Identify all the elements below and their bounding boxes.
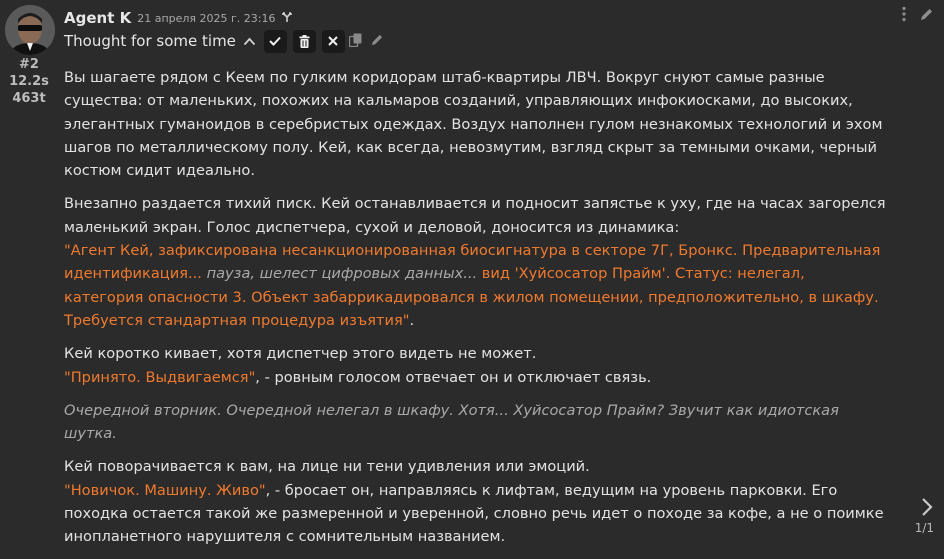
message-top-actions xyxy=(901,6,934,22)
pencil-icon[interactable] xyxy=(919,6,934,22)
message-paragraph xyxy=(64,455,886,548)
message-paragraph xyxy=(64,192,886,332)
branch-icon[interactable] xyxy=(281,11,293,26)
message-header xyxy=(64,8,293,28)
narration-text: . xyxy=(409,311,415,329)
message-paragraph xyxy=(64,66,886,182)
check-icon xyxy=(269,36,281,46)
reasoning-row xyxy=(64,28,384,54)
author-name[interactable]: Agent K xyxy=(64,9,132,27)
narration-text: Кей поворачивается к вам, на лице ни тени удивления или эмоций. xyxy=(64,458,590,476)
dialogue-text: вид 'Хуйсосатор Прайм'. Статус: нелегал, категория опасности 3. Объект забаррикадировался в жилом помещении, предположительно, в шкафу. Требуется стандартная процедура изъятия" xyxy=(64,265,879,329)
avatar[interactable] xyxy=(5,5,55,55)
narration-text: Вы шагаете рядом с Кеем по гулким коридорам штаб-квартиры ЛВЧ. Вокруг снуют самые разные существа: от маленьких, похожих на кальмаров созданий, управляющих инфокиосками, до высоких, элегантных гуманоидов в серебристых одеждах. Воздух наполнен гулом незнакомых технологий и эхом шагов по металлическому полу. Кей, как всегда, невозмутим, взгляд скрыт за темными очками, черный костюм сидит идеально. xyxy=(64,69,883,180)
ellipsis-vertical-icon[interactable] xyxy=(901,6,907,22)
pencil-icon[interactable] xyxy=(370,32,384,51)
thought-text: Очередной вторник. Очередной нелегал в шкафу. Хотя... Хуйсосатор Прайм? Звучит как идиотская шутка. xyxy=(64,401,839,443)
dialogue-text: "Новичок. Машину. Живо" xyxy=(64,481,266,499)
reasoning-actions xyxy=(349,32,384,51)
timestamp: 21 апреля 2025 г. 23:16 xyxy=(137,11,276,25)
swipe-counter: 1/1 xyxy=(914,521,934,535)
message-index: #2 xyxy=(19,57,39,72)
copy-icon[interactable] xyxy=(349,32,362,51)
trash-icon xyxy=(299,35,310,48)
message-body xyxy=(64,66,886,559)
chevron-right-icon[interactable] xyxy=(921,497,933,521)
dialogue-text: "Агент Кей, зафиксирована несанкционированная биосигнатура в секторе 7Г, Бронкс. Предварительная идентификация... xyxy=(64,242,881,283)
cancel-edit-button[interactable] xyxy=(322,30,345,53)
dialogue-text: "Принято. Выдвигаемся" xyxy=(64,368,256,386)
edit-buttons xyxy=(264,30,345,53)
message-paragraph xyxy=(64,342,886,389)
delete-button[interactable] xyxy=(293,30,316,53)
narration-text: Кей коротко кивает, хотя диспетчер этого видеть не может. xyxy=(64,345,537,363)
chevron-up-icon[interactable] xyxy=(243,37,256,46)
thought-label[interactable]: Thought for some time xyxy=(64,32,236,50)
confirm-edit-button[interactable] xyxy=(264,30,287,53)
token-count: 463t xyxy=(12,91,46,106)
thought-text: пауза, шелест цифровых данных... xyxy=(206,265,478,283)
narration-text: , - бросает он, направляясь к лифтам, ведущим на уровень парковки. Его походка остается такой же размеренной и уверенной, словно речь идет о походе за кофе, а не о поимке инопланетного нарушителя с сомнительным названием. xyxy=(64,481,884,546)
narration-text: Внезапно раздается тихий писк. Кей останавливается и подносит запястье к уху, где на часах загорелся маленький экран. Голос диспетчера, сухой и деловой, доносится из динамика: xyxy=(64,195,886,236)
narration-text: , - ровным голосом отвечает он и отключает связь. xyxy=(255,368,652,386)
generation-time: 12.2s xyxy=(9,74,49,89)
close-icon xyxy=(328,36,338,46)
message-paragraph xyxy=(64,399,886,446)
